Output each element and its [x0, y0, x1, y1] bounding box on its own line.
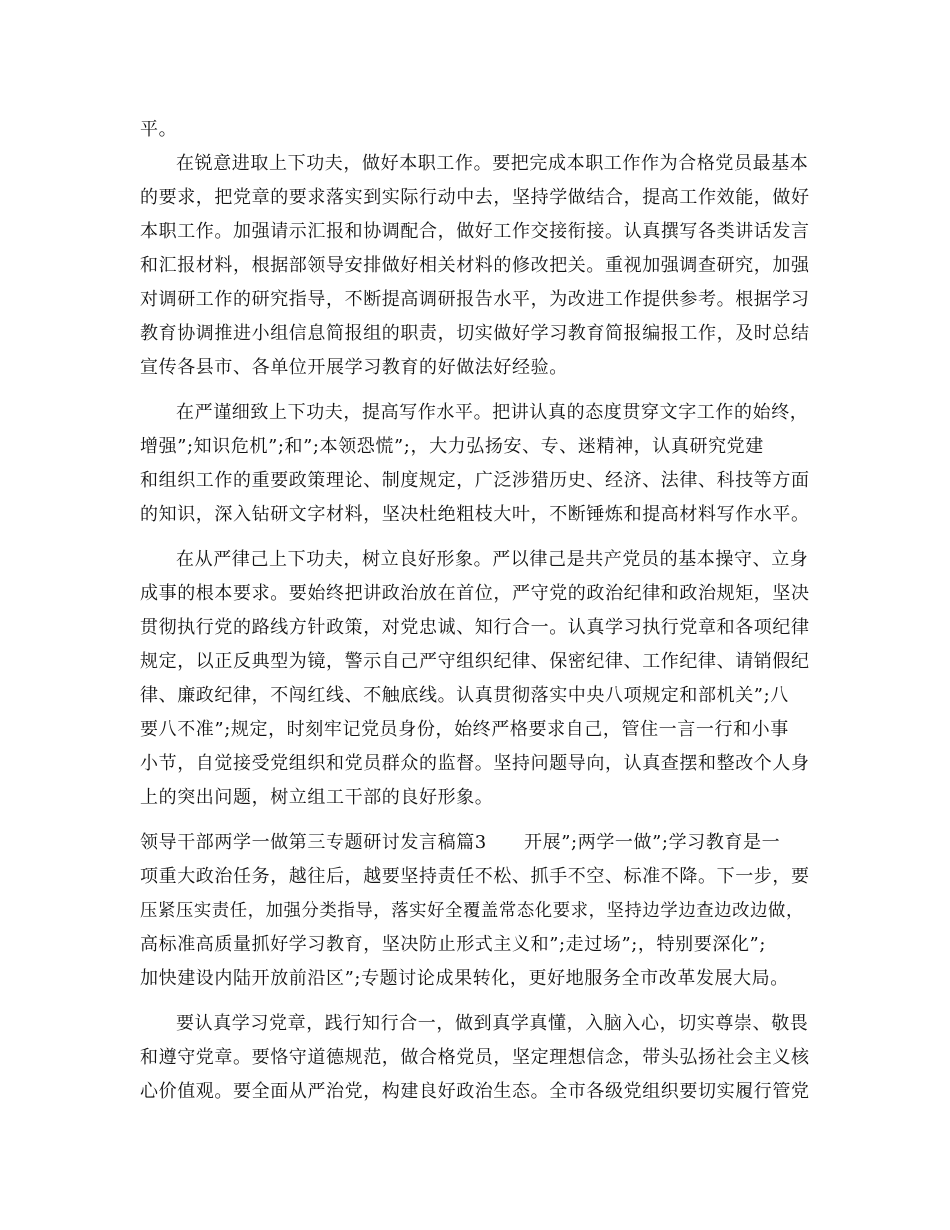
text-line: 在严谨细致上下功夫，提高写作水平。把讲认真的态度贯穿文字工作的始终， [176, 402, 809, 423]
text-line: 成事的根本要求。要始终把讲政治放在首位，严守党的政治纪律和政治规矩，坚决 [140, 583, 810, 604]
text-line: 和组织工作的重要政策理论、制度规定，广泛涉猎历史、经济、法律、科技等方面 [140, 470, 810, 491]
text-line: 项重大政治任务，越往后，越要坚持责任不松、抓手不空、标准不降。下一步，要 [140, 866, 810, 887]
text-line: 在从严律己上下功夫，树立良好形象。严以律己是共产党员的基本操守、立身 [176, 549, 809, 570]
text-line: 和遵守党章。要恪守道德规范，做合格党员，坚定理想信念，带头弘扬社会主义核 [140, 1047, 810, 1068]
text-line: 高标准高质量抓好学习教育，坚决防止形式主义和”;走过场”;，特别要深化”; [140, 934, 766, 955]
text-line: 对调研工作的研究指导，不断提高调研报告水平，为改进工作提供参考。根据学习 [140, 289, 810, 310]
text-line: 在锐意进取上下功夫，做好本职工作。要把完成本职工作作为合格党员最基本 [176, 153, 809, 174]
text-line: 要八不准”;规定，时刻牢记党员身份，始终严格要求自己，管住一言一行和小事 [140, 719, 789, 740]
text-line: 加快建设内陆开放前沿区”;专题讨论成果转化，更好地服务全市改革发展大局。 [140, 968, 789, 989]
text-line: 宣传各县市、各单位开展学习教育的好做法好经验。 [140, 357, 568, 378]
text-line: 贯彻执行党的路线方针政策，对党忠诚、知行合一。认真学习执行党章和各项纪律 [140, 617, 810, 638]
text-line: 的知识，深入钻研文字材料，坚决杜绝粗枝大叶，不断锤炼和提高材料写作水平。 [140, 504, 810, 525]
text-line: 本职工作。加强请示汇报和协调配合，做好工作交接衔接。认真撰写各类讲话发言 [140, 221, 810, 242]
text-line: 的要求，把党章的要求落实到实际行动中去，坚持学做结合，提高工作效能，做好 [140, 187, 810, 208]
text-line: 律、廉政纪律，不闯红线、不触底线。认真贯彻落实中央八项规定和部机关”;八 [140, 685, 789, 706]
text-line: 教育协调推进小组信息简报组的职责，切实做好学习教育简报编报工作，及时总结 [140, 323, 810, 344]
text-line: 平。 [140, 119, 178, 140]
text-line: 要认真学习党章，践行知行合一，做到真学真懂，入脑入心，切实尊崇、敬畏 [176, 1013, 809, 1034]
section-heading-line: 领导干部两学一做第三专题研讨发言稿篇3 开展”;两学一做”;学习教育是一 [140, 832, 781, 853]
text-line: 规定，以正反典型为镜，警示自己严守组织纪律、保密纪律、工作纪律、请销假纪 [140, 651, 810, 672]
text-line: 增强”;知识危机”;和”;本领恐慌”;，大力弘扬安、专、迷精神，认真研究党建 [140, 436, 764, 457]
text-line: 和汇报材料，根据部领导安排做好相关材料的修改把关。重视加强调查研究，加强 [140, 255, 810, 276]
text-line: 小节，自觉接受党组织和党员群众的监督。坚持问题导向，认真查摆和整改个人身 [140, 753, 810, 774]
text-line: 上的突出问题，树立组工干部的良好形象。 [140, 787, 494, 808]
text-line: 压紧压实责任，加强分类指导，落实好全覆盖常态化要求，坚持边学边查边改边做， [140, 901, 804, 921]
text-line: 心价值观。要全面从严治党，构建良好政治生态。全市各级党组织要切实履行管党 [140, 1081, 810, 1102]
